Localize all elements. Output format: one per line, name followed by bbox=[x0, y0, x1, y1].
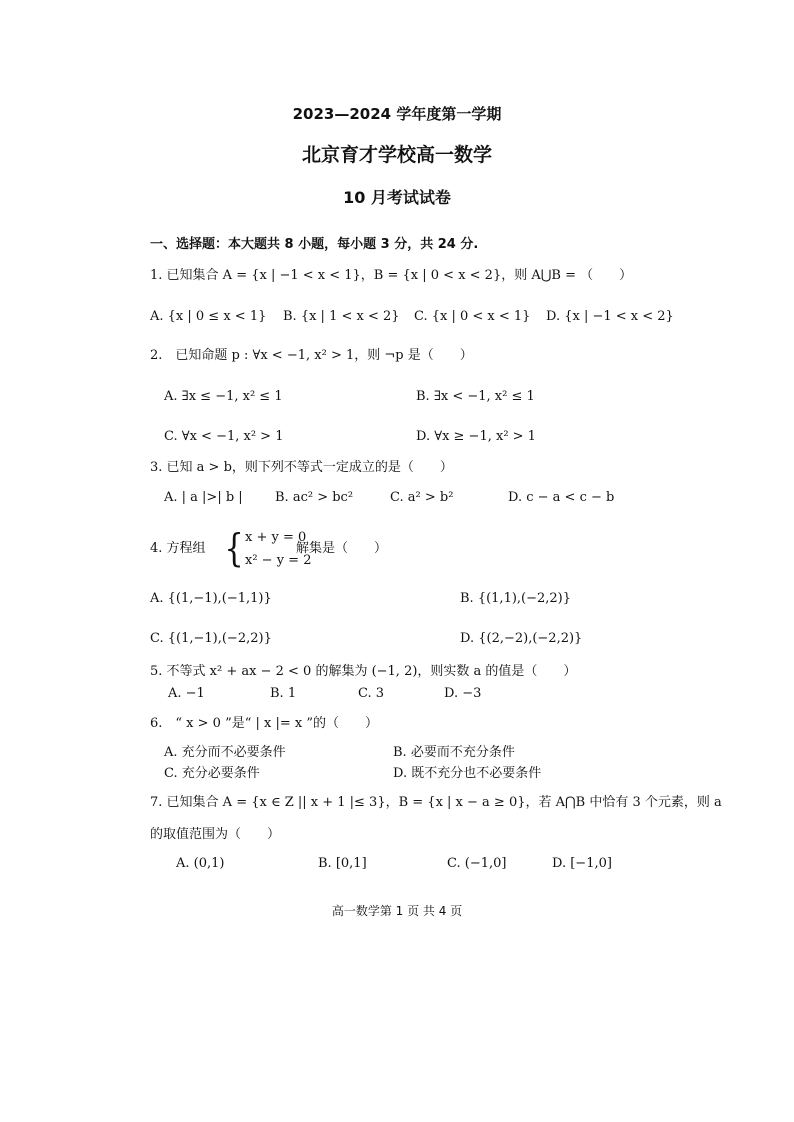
q4-option-b: B. {(1,1),(−2,2)} bbox=[460, 591, 572, 606]
question-7-stem-cont: 的取值范围为（ ） bbox=[150, 827, 281, 842]
q4-option-c: C. {(1,−1),(−2,2)} bbox=[150, 631, 272, 646]
q1-option-d: D. {x | −1 < x < 2} bbox=[546, 309, 674, 324]
q3-option-b: B. ac² > bc² bbox=[275, 490, 354, 505]
question-3-stem: 3. 已知 a > b，则下列不等式一定成立的是（ ） bbox=[150, 460, 453, 475]
section-heading: 一、选择题：本大题共 8 小题，每小题 3 分，共 24 分. bbox=[150, 237, 479, 252]
question-6-stem: 6. “ x > 0 ”是“ | x |= x ”的（ ） bbox=[150, 716, 378, 731]
q7-option-b: B. [0,1] bbox=[318, 856, 367, 871]
q3-option-a: A. | a |>| b | bbox=[164, 490, 243, 505]
q2-option-c: C. ∀x < −1, x² > 1 bbox=[164, 429, 284, 444]
q1-option-c: C. {x | 0 < x < 1} bbox=[414, 309, 531, 324]
question-7-stem: 7. 已知集合 A = {x ∈ Z || x + 1 |≤ 3}，B = {x | x − a ≥ 0}，若 A⋂B 中恰有 3 个元素，则 a bbox=[150, 795, 722, 810]
q1-option-a: A. {x | 0 ≤ x < 1} bbox=[150, 309, 267, 324]
question-5-stem: 5. 不等式 x² + ax − 2 < 0 的解集为 (−1, 2)，则实数 a 的值是（ ） bbox=[150, 664, 577, 679]
q1-option-b: B. {x | 1 < x < 2} bbox=[283, 309, 400, 324]
equation-2: x² − y = 2 bbox=[245, 553, 312, 568]
equation-1: x + y = 0 bbox=[245, 530, 307, 545]
q6-option-d: D. 既不充分也不必要条件 bbox=[393, 766, 542, 781]
equation-brace: { bbox=[224, 526, 244, 570]
q2-option-a: A. ∃x ≤ −1, x² ≤ 1 bbox=[164, 389, 283, 404]
q4-option-a: A. {(1,−1),(−1,1)} bbox=[150, 591, 272, 606]
q6-option-c: C. 充分必要条件 bbox=[164, 766, 260, 781]
question-2-stem: 2. 已知命题 p : ∀x < −1, x² > 1，则 ¬p 是（ ） bbox=[150, 348, 473, 363]
q6-option-a: A. 充分而不必要条件 bbox=[164, 745, 286, 760]
page-footer: 高一数学第 1 页 共 4 页 bbox=[331, 904, 463, 918]
q7-option-c: C. (−1,0] bbox=[447, 856, 507, 871]
question-1-stem: 1. 已知集合 A = {x | −1 < x < 1}，B = {x | 0 < x < 2}，则 A⋃B = （ ） bbox=[150, 268, 633, 283]
q5-option-b: B. 1 bbox=[270, 686, 297, 701]
q2-option-d: D. ∀x ≥ −1, x² > 1 bbox=[416, 429, 536, 444]
q5-option-a: A. −1 bbox=[168, 686, 205, 701]
question-4-prefix: 4. 方程组 bbox=[150, 541, 206, 556]
question-4-suffix: 解集是（ ） bbox=[296, 541, 388, 556]
q7-option-d: D. [−1,0] bbox=[552, 856, 612, 871]
exam-title: 10 月考试试卷 bbox=[343, 188, 451, 207]
term-title: 2023—2024 学年度第一学期 bbox=[292, 105, 502, 123]
q4-option-d: D. {(2,−2),(−2,2)} bbox=[460, 631, 583, 646]
q3-option-d: D. c − a < c − b bbox=[508, 490, 615, 505]
q5-option-c: C. 3 bbox=[358, 686, 385, 701]
q5-option-d: D. −3 bbox=[444, 686, 482, 701]
q3-option-c: C. a² > b² bbox=[390, 490, 454, 505]
school-title: 北京育才学校高一数学 bbox=[301, 144, 492, 166]
q7-option-a: A. (0,1) bbox=[176, 856, 225, 871]
q6-option-b: B. 必要而不充分条件 bbox=[393, 745, 515, 760]
q2-option-b: B. ∃x < −1, x² ≤ 1 bbox=[416, 389, 535, 404]
